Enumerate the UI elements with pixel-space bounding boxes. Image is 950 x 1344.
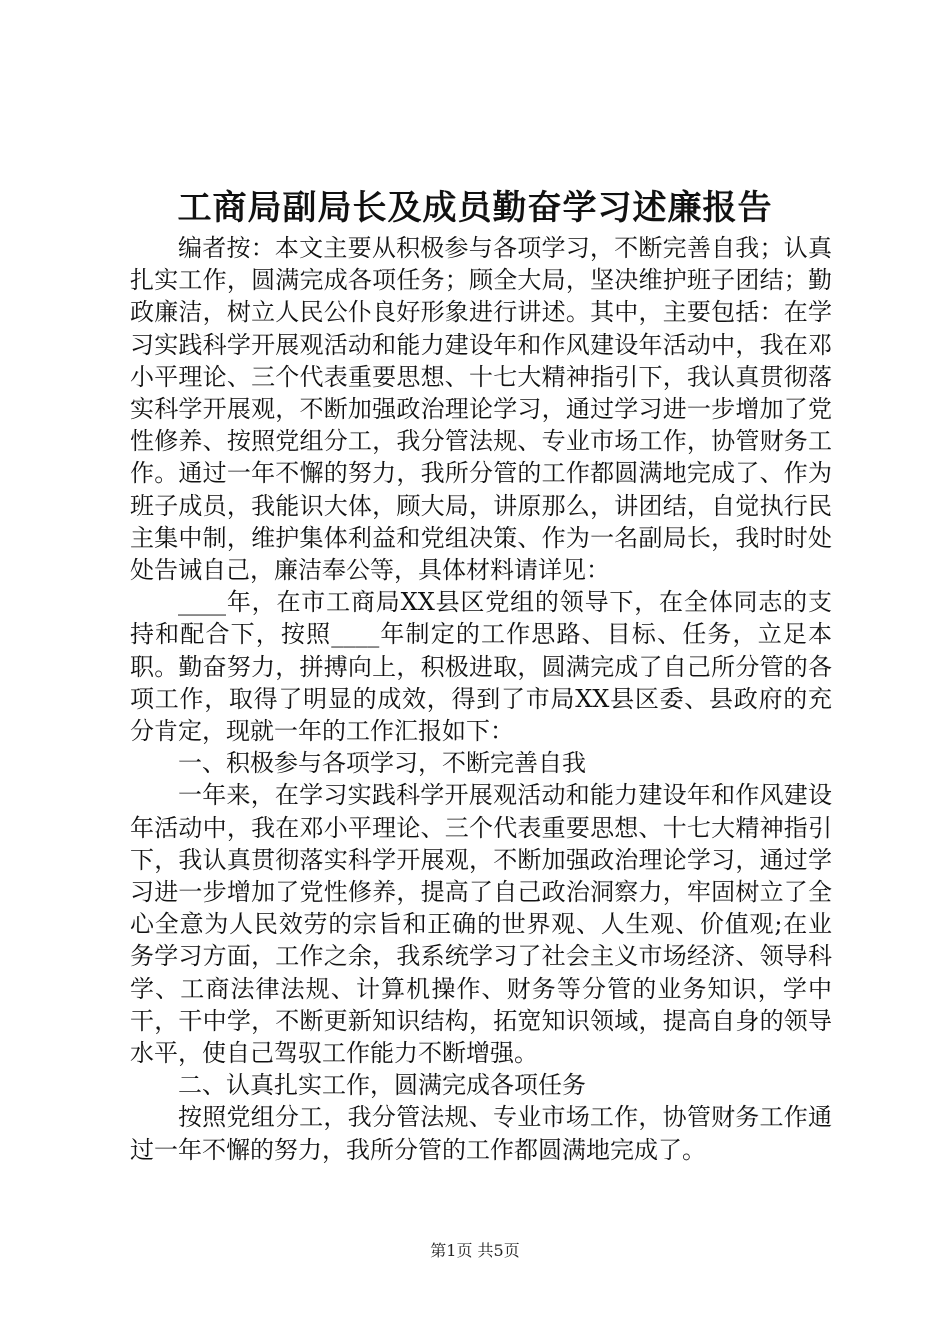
section-2-paragraph: 按照党组分工，我分管法规、专业市场工作，协管财务工作通过一年不懈的努力，我所分管的工作都圆满地完成了。 (130, 1103, 832, 1164)
intro-paragraph: ____年，在市工商局XX县区党组的领导下，在全体同志的支持和配合下，按照____年制定的工作思路、目标、任务，立足本职。勤奋努力，拼搏向上，积极进取，圆满完成了自己所分管的各项工作，取得了明显的成效，得到了市局XX县区委、县政府的充分肯定，现就一年的工作汇报如下： (130, 588, 832, 746)
editor-note-paragraph: 编者按：本文主要从积极参与各项学习，不断完善自我；认真扎实工作，圆满完成各项任务；顾全大局，坚决维护班子团结；勤政廉洁，树立人民公仆良好形象进行讲述。其中，主要包括：在学习实践科学开展观活动和能力建设年和作风建设年活动中，我在邓小平理论、三个代表重要思想、十七大精神指引下，我认真贯彻落实科学开展观，不断加强政治理论学习，通过学习进一步增加了党性修养、按照党组分工，我分管法规、专业市场工作，协管财务工作。通过一年不懈的努力，我所分管的工作都圆满地完成了、作为班子成员，我能识大体，顾大局，讲原那么，讲团结，自觉执行民主集中制，维护集体利益和党组决策、作为一名副局长，我时时处处告诫自己，廉洁奉公等，具体材料请详见： (130, 234, 832, 585)
page-number-footer: 第1页 共5页 (430, 1241, 520, 1260)
section-2-heading: 二、认真扎实工作，圆满完成各项任务 (178, 1071, 586, 1100)
document-body (130, 232, 832, 1166)
document-title: 工商局副局长及成员勤奋学习述廉报告 (177, 188, 773, 228)
section-1-paragraph: 一年来，在学习实践科学开展观活动和能力建设年和作风建设年活动中，我在邓小平理论、三个代表重要思想、十七大精神指引下，我认真贯彻落实科学开展观，不断加强政治理论学习，通过学习进一步增加了党性修养，提高了自己政治洞察力，牢固树立了全心全意为人民效劳的宗旨和正确的世界观、人生观、价值观;在业务学习方面，工作之余，我系统学习了社会主义市场经济、领导科学、工商法律法规、计算机操作、财务等分管的业务知识，学中干，干中学，不断更新知识结构，拓宽知识领域，提高自身的领导水平，使自己驾驭工作能力不断增强。 (130, 781, 832, 1068)
section-1-heading: 一、积极参与各项学习，不断完善自我 (178, 749, 586, 778)
